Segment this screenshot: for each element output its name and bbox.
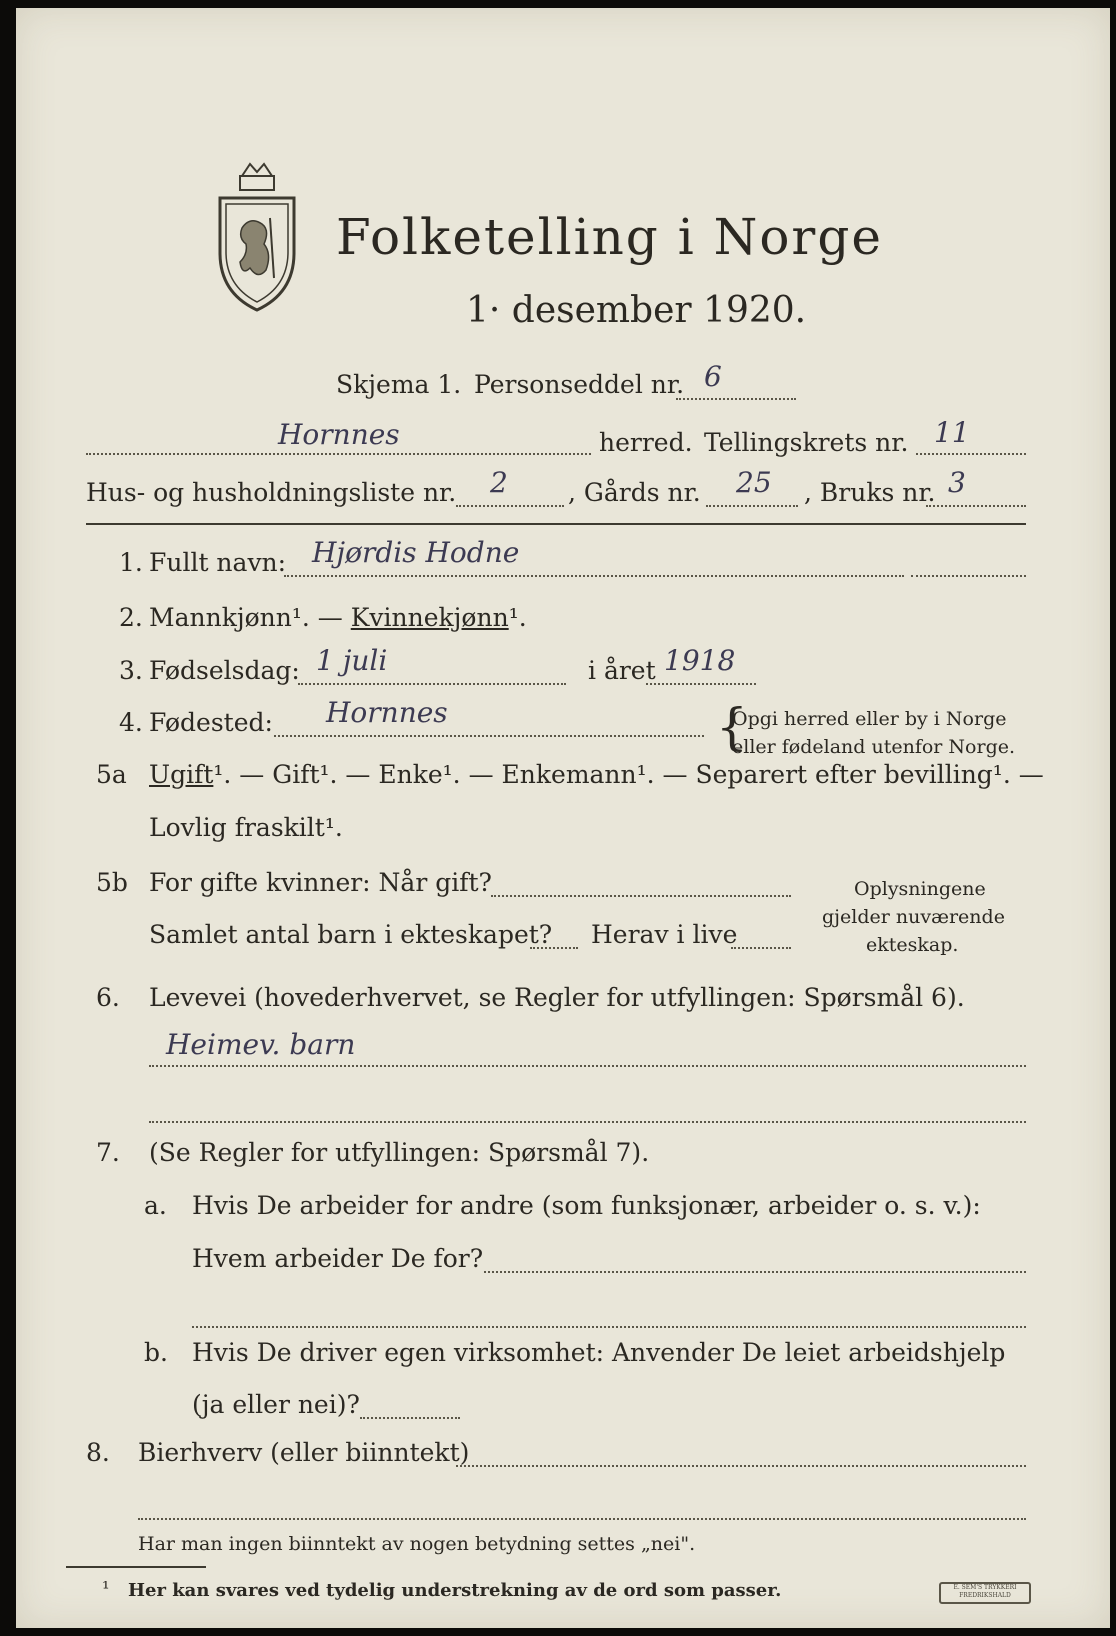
q3-year-value[interactable]: 1918	[664, 644, 736, 677]
q6-line-1	[149, 1065, 1026, 1067]
tellingskrets-label: Tellingskrets nr.	[704, 428, 909, 457]
q8-line-1	[456, 1465, 1026, 1467]
herred-line	[86, 453, 591, 455]
bruks-value[interactable]: 3	[948, 466, 966, 499]
q5a-selected-ugift[interactable]: Ugift	[149, 760, 214, 789]
census-form	[16, 8, 1110, 1628]
q7a-line-1	[484, 1271, 1026, 1273]
q3-year-line	[646, 683, 756, 685]
tellingskrets-line	[916, 453, 1026, 455]
personseddel-label: Personseddel nr.	[474, 370, 685, 399]
q5b-children-label: Samlet antal barn i ekteskapet?	[149, 920, 553, 949]
q4-line	[274, 735, 704, 737]
q5a-label: Ugift¹. — Gift¹. — Enke¹. — Enkemann¹. — Separert efter bevilling¹. —	[149, 760, 1044, 789]
q2-label: Mannkjønn¹. — Kvinnekjønn¹.	[149, 603, 527, 632]
q5b-married-line	[491, 895, 791, 897]
q7b-question: (ja eller nei)?	[192, 1390, 360, 1419]
gards-label: , Gårds nr.	[568, 478, 701, 507]
tellingskrets-value[interactable]: 11	[934, 416, 970, 449]
q4-birthplace-value[interactable]: Hornnes	[326, 696, 448, 729]
q6-occupation-value[interactable]: Heimev. barn	[166, 1028, 356, 1061]
footnote-text: Her kan svares ved tydelig understrekning av de ord som passer.	[128, 1580, 782, 1601]
census-date: 1· desember 1920.	[466, 290, 807, 331]
q5b-line-1: For gifte kvinner: Når gift?	[149, 868, 492, 897]
q3-birthday-value[interactable]: 1 juli	[316, 644, 388, 677]
q8-note: Har man ingen biinntekt av nogen betydning settes „nei".	[138, 1533, 696, 1555]
q5b-alive-line	[731, 947, 791, 949]
q1-number: 1.	[119, 548, 143, 577]
q6-number: 6.	[96, 983, 120, 1012]
q4-note-2: eller fødeland utenfor Norge.	[732, 736, 1016, 758]
q7a-text: Hvis De arbeider for andre (som funksjonær, arbeider o. s. v.):	[192, 1191, 981, 1220]
q6-line-2	[149, 1121, 1026, 1123]
q4-brace: {	[716, 698, 748, 756]
q4-number: 4.	[119, 708, 143, 737]
hus-line	[456, 505, 564, 507]
hus-label: Hus- og husholdningsliste nr.	[86, 478, 457, 507]
q4-note-1: Opgi herred eller by i Norge	[732, 708, 1007, 730]
section-divider	[86, 523, 1026, 525]
q3-year-label: i året	[588, 656, 656, 685]
gards-value[interactable]: 25	[736, 466, 772, 499]
footnote-rule	[66, 1566, 206, 1568]
skjema-label: Skjema 1.	[336, 370, 462, 399]
q7-label: (Se Regler for utfyllingen: Spørsmål 7).	[149, 1138, 650, 1167]
q7b-text: Hvis De driver egen virksomhet: Anvender De leiet arbeidshjelp	[192, 1338, 1006, 1367]
printer-stamp: E. SEM'S TRYKKERI FREDRIKSHALD	[939, 1582, 1031, 1604]
herred-label: herred.	[599, 428, 693, 457]
q2-selected-female[interactable]: Kvinnekjønn	[350, 603, 509, 632]
personseddel-value[interactable]: 6	[704, 360, 722, 393]
q8-line-2	[138, 1518, 1026, 1520]
personseddel-line	[676, 398, 796, 400]
q7a-line-2	[192, 1326, 1026, 1328]
q7a-question: Hvem arbeider De for?	[192, 1244, 484, 1273]
hus-value[interactable]: 2	[490, 466, 508, 499]
bruks-label: , Bruks nr.	[804, 478, 936, 507]
q7b-line	[360, 1417, 460, 1419]
q8-label: Bierhverv (eller biinntekt)	[138, 1438, 470, 1467]
q1-label: Fullt navn:	[149, 548, 287, 577]
q4-label: Fødested:	[149, 708, 273, 737]
form-title: Folketelling i Norge	[336, 208, 883, 266]
q5a-line-2: Lovlig fraskilt¹.	[149, 813, 343, 842]
q5b-alive-label: Herav i live	[591, 920, 738, 949]
q2-number: 2.	[119, 603, 143, 632]
footnote-mark: ¹	[102, 1578, 110, 1600]
q6-label: Levevei (hovederhvervet, se Regler for utfyllingen: Spørsmål 6).	[149, 983, 965, 1012]
q5b-children-line	[530, 947, 578, 949]
q1-name-value[interactable]: Hjørdis Hodne	[312, 536, 520, 569]
q8-number: 8.	[86, 1438, 110, 1467]
q5b-note-2: gjelder nuværende	[822, 906, 1005, 928]
q1-line	[284, 575, 904, 577]
bruks-line	[926, 505, 1026, 507]
q7-number: 7.	[96, 1138, 120, 1167]
q5b-number: 5b	[96, 868, 128, 897]
q3-label: Fødselsdag:	[149, 656, 300, 685]
q3-number: 3.	[119, 656, 143, 685]
q3-line	[298, 683, 566, 685]
herred-value[interactable]: Hornnes	[278, 418, 400, 451]
q7a-letter: a.	[144, 1191, 167, 1220]
q5a-number: 5a	[96, 760, 127, 789]
q5b-note-1: Oplysningene	[854, 878, 986, 900]
q1-line-end	[911, 575, 1026, 577]
coat-of-arms-icon	[212, 158, 302, 318]
q5b-note-3: ekteskap.	[866, 934, 959, 956]
gards-line	[706, 505, 798, 507]
q7b-letter: b.	[144, 1338, 168, 1367]
